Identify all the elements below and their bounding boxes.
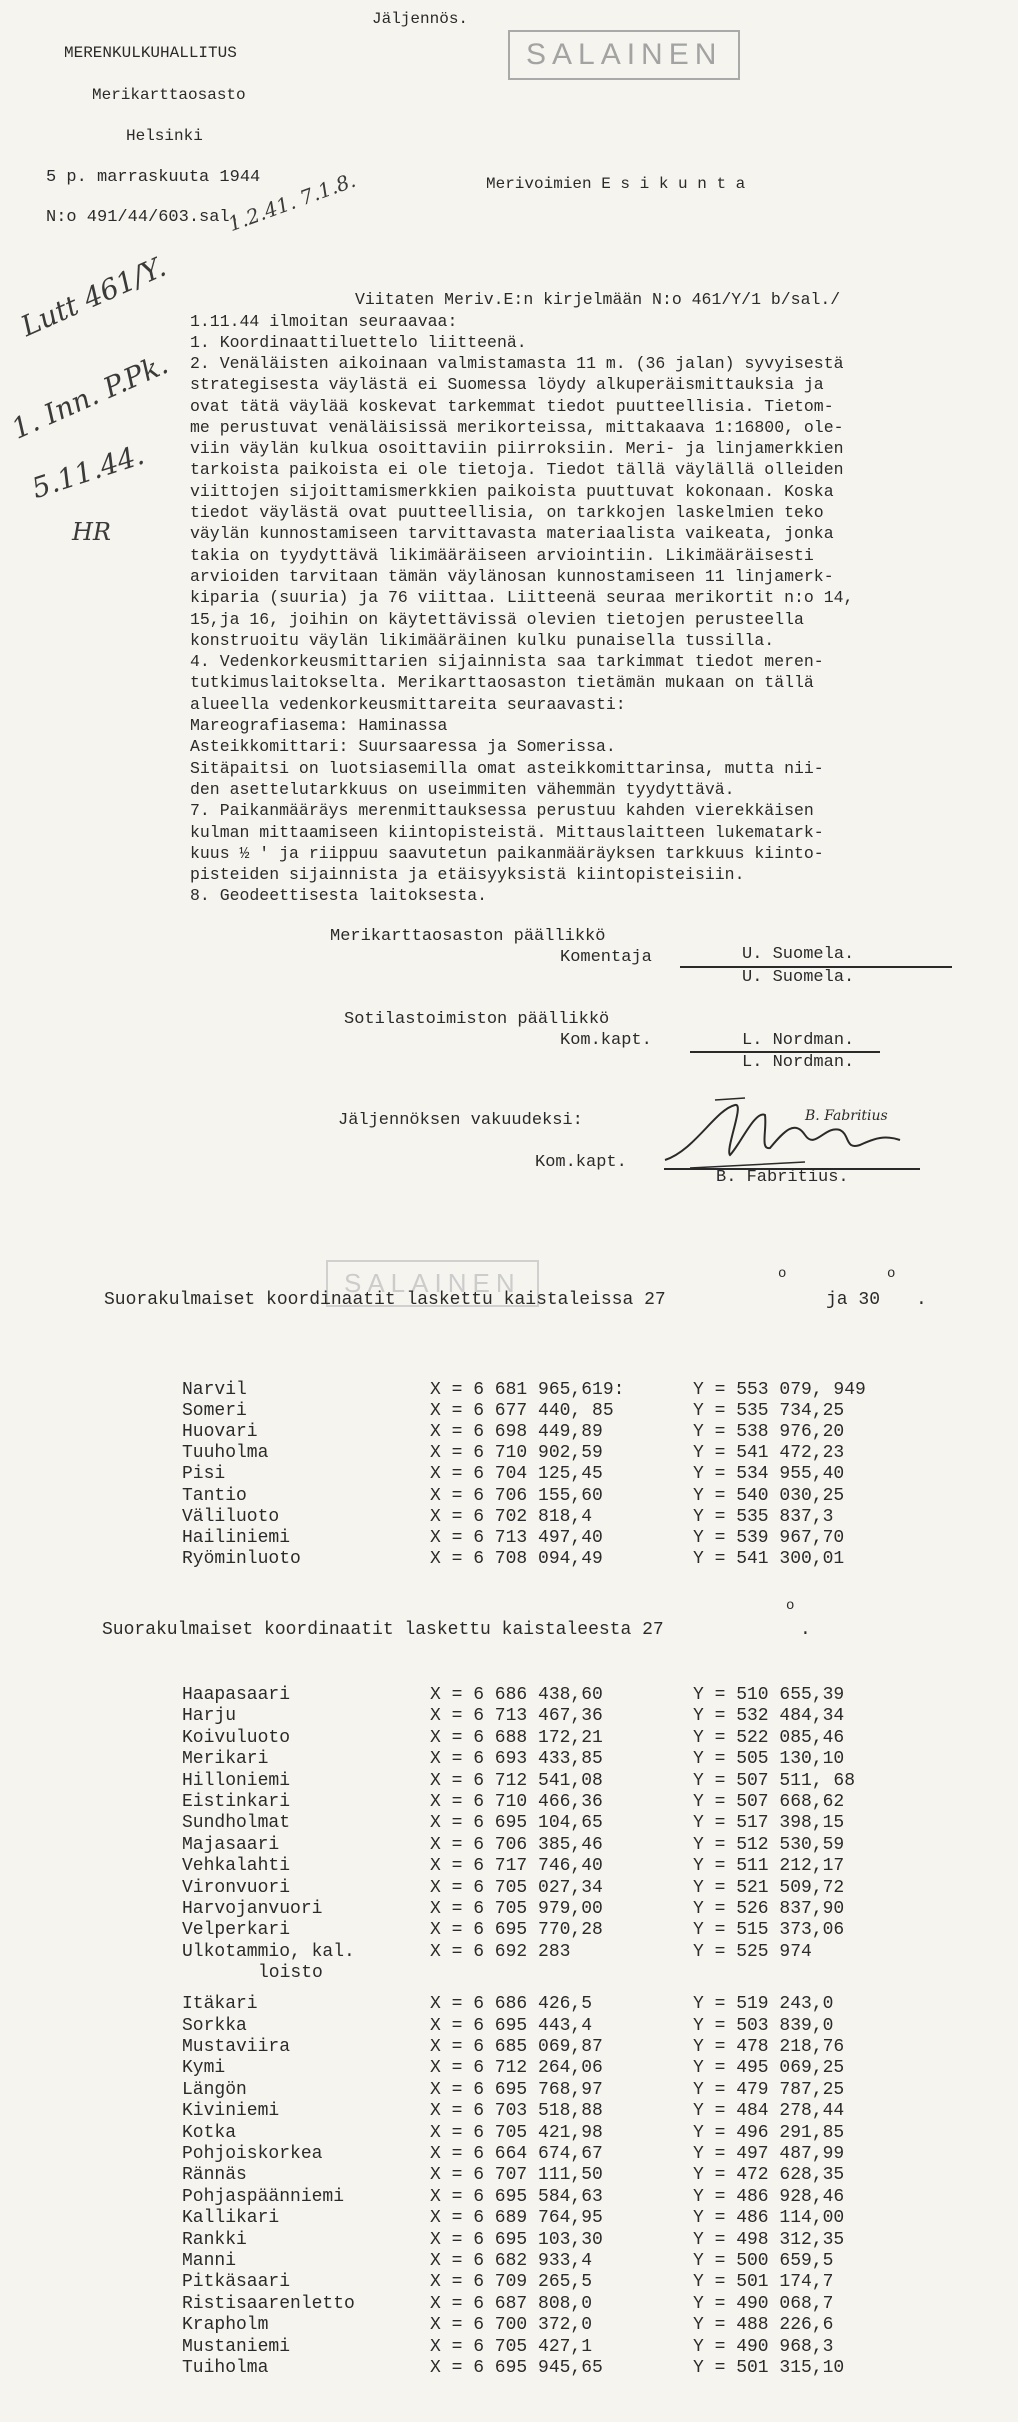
table-row — [0, 2358, 1018, 2380]
body-line: konstruoitu väylän likimääräinen kulku punaisella tussilla. — [190, 630, 775, 650]
table-row — [0, 1486, 1018, 1508]
body-line: 1. Koordinaattiluettelo liitteenä. — [190, 332, 527, 352]
table-row — [0, 1994, 1018, 2016]
body-line: 7. Paikanmääräys merenmittauksessa perustuu kahden vierekkäisen — [190, 801, 814, 821]
x-coordinate: X = 6 685 069,87 — [430, 2037, 603, 2057]
table-row — [0, 2230, 1018, 2252]
x-coordinate: X = 6 664 674,67 — [430, 2144, 603, 2164]
table-row — [0, 2144, 1018, 2166]
section1-title: Suorakulmaiset koordinaatit laskettu kaistaleissa 27 — [104, 1290, 666, 1310]
table-row — [0, 2251, 1018, 2273]
body-line: Sitäpaitsi on luotsiasemilla omat asteikkomittarinsa, mutta nii- — [190, 758, 824, 778]
y-coordinate: Y = 521 509,72 — [693, 1877, 845, 1898]
y-coordinate: Y = 515 373,06 — [693, 1920, 845, 1941]
y-coordinate: Y = 501 174,7 — [693, 2272, 834, 2293]
y-coordinate: Y = 526 837,90 — [693, 1899, 845, 1919]
place-name-continued: loisto — [258, 1962, 323, 1983]
place-name: Eistinkari — [182, 1792, 291, 1812]
y-coordinate: Y = 495 069,25 — [693, 2058, 845, 2079]
x-coordinate: X = 6 705 027,34 — [430, 1877, 603, 1898]
x-coordinate: X = 6 695 770,28 — [430, 1920, 603, 1941]
place-name: Koivuluoto — [182, 1727, 291, 1748]
place-name: Manni — [182, 2251, 237, 2271]
body-line: me perustuvat venäläisissä merikorteissa, mittakaava 1:16800, ole- — [190, 417, 844, 437]
place-name: Someri — [182, 1401, 247, 1422]
table-row — [0, 1443, 1018, 1465]
place-name: Vehkalahti — [182, 1856, 291, 1877]
x-coordinate: X = 6 713 497,40 — [430, 1527, 603, 1548]
x-coordinate: X = 6 692 283 — [430, 1941, 571, 1962]
table-row — [0, 2165, 1018, 2187]
y-coordinate: Y = 486 928,46 — [693, 2186, 845, 2207]
y-coordinate: Y = 538 976,20 — [693, 1422, 845, 1443]
table-row — [0, 1899, 1018, 1921]
table-row — [0, 1942, 1018, 1964]
place-name: Merikari — [182, 1749, 269, 1770]
place-name: Ristisaarenletto — [182, 2293, 355, 2314]
table-row — [0, 2187, 1018, 2209]
x-coordinate: X = 6 706 155,60 — [430, 1485, 603, 1506]
degree-mark: o — [887, 1266, 896, 1282]
y-coordinate: Y = 472 628,35 — [693, 2165, 845, 2186]
table-row — [0, 1685, 1018, 1707]
place-name: Tantio — [182, 1485, 247, 1506]
place-name: Längön — [182, 2079, 247, 2100]
y-coordinate: Y = 532 484,34 — [693, 1706, 845, 1727]
place-name: Ryöminluoto — [182, 1548, 301, 1569]
x-coordinate: X = 6 695 945,65 — [430, 2358, 603, 2378]
x-coordinate: X = 6 705 421,98 — [430, 2122, 603, 2143]
body-line: 4. Vedenkorkeusmittarien sijainnista saa tarkimmat tiedot meren- — [190, 652, 824, 672]
certification-typed-name: B. Fabritius. — [716, 1168, 849, 1187]
section1-title-end: . — [916, 1290, 927, 1310]
handwritten-note-3: 1. Inn. P.Pk. — [6, 347, 173, 446]
x-coordinate: X = 6 677 440, 85 — [430, 1401, 614, 1422]
place-name: Rännäs — [182, 2165, 247, 2186]
y-coordinate: Y = 540 030,25 — [693, 1485, 845, 1506]
table-row — [0, 1878, 1018, 1900]
y-coordinate: Y = 490 968,3 — [693, 2336, 834, 2357]
place-name: Kiviniemi — [182, 2101, 280, 2122]
x-coordinate: X = 6 695 104,65 — [430, 1813, 603, 1834]
y-coordinate: Y = 541 300,01 — [693, 1548, 845, 1569]
y-coordinate: Y = 497 487,99 — [693, 2144, 845, 2164]
place-name: Tuiholma — [182, 2358, 269, 2378]
table-row — [0, 2123, 1018, 2145]
y-coordinate: Y = 505 130,10 — [693, 1749, 845, 1770]
table-row — [0, 1771, 1018, 1793]
section1-title-ja: ja 30 — [826, 1290, 881, 1310]
table-row — [0, 1749, 1018, 1771]
place-name: Hilloniemi — [182, 1770, 291, 1791]
x-coordinate: X = 6 695 443,4 — [430, 2015, 593, 2036]
table-row — [0, 2037, 1018, 2059]
section2-title: Suorakulmaiset koordinaatit laskettu kaistaleesta 27 — [102, 1620, 664, 1640]
x-coordinate: X = 6 704 125,45 — [430, 1464, 603, 1485]
chief2-rank: Kom.kapt. — [560, 1031, 652, 1050]
x-coordinate: X = 6 688 172,21 — [430, 1727, 603, 1748]
place-name: Kotka — [182, 2122, 237, 2143]
table-row — [0, 1401, 1018, 1423]
table-row — [0, 2315, 1018, 2337]
place-name: Pohjaspäänniemi — [182, 2186, 345, 2207]
body-line: Asteikkomittari: Suursaaressa ja Somerissa. — [190, 737, 616, 757]
x-coordinate: X = 6 693 433,85 — [430, 1749, 603, 1770]
x-coordinate: X = 6 695 103,30 — [430, 2229, 603, 2250]
place-name: Pitkäsaari — [182, 2272, 291, 2293]
body-line: tutkimuslaitokselta. Merikarttaosaston tietämän mukaan on tällä — [190, 673, 814, 693]
x-coordinate: X = 6 712 541,08 — [430, 1770, 603, 1791]
chief2-title: Sotilastoimiston päällikkö — [344, 1010, 610, 1029]
x-coordinate: X = 6 695 584,63 — [430, 2186, 603, 2207]
reference-number: N:o 491/44/603.sal. — [46, 208, 240, 227]
y-coordinate: Y = 507 668,62 — [693, 1792, 845, 1812]
place-name: Pisi — [182, 1464, 226, 1485]
y-coordinate: Y = 553 079, 949 — [693, 1380, 866, 1400]
y-coordinate: Y = 510 655,39 — [693, 1685, 845, 1705]
y-coordinate: Y = 500 659,5 — [693, 2251, 834, 2271]
table-row — [0, 2337, 1018, 2359]
x-coordinate: X = 6 703 518,88 — [430, 2101, 603, 2122]
table-row — [0, 1464, 1018, 1486]
y-coordinate: Y = 519 243,0 — [693, 1994, 834, 2015]
body-line: takia on tyydyttävä likimääräiseen arviointiin. Likimääräisesti — [190, 545, 814, 565]
body-line: 2. Venäläisten aikoinaan valmistamasta 11 m. (36 jalan) syvyisestä — [190, 353, 844, 373]
y-coordinate: Y = 541 472,23 — [693, 1443, 845, 1464]
place-name: Krapholm — [182, 2315, 269, 2336]
body-line: 8. Geodeettisesta laitoksesta. — [190, 886, 488, 906]
handwritten-note-2: 1.2.41. 7.1.8. — [224, 167, 359, 237]
certification-rank: Kom.kapt. — [535, 1153, 627, 1172]
place-name: Hailiniemi — [182, 1527, 291, 1548]
copy-label: Jäljennös. — [372, 10, 469, 28]
place-name: Pohjoiskorkea — [182, 2144, 323, 2164]
y-coordinate: Y = 490 068,7 — [693, 2293, 834, 2314]
x-coordinate: X = 6 689 764,95 — [430, 2208, 603, 2229]
table-row — [0, 2208, 1018, 2230]
chief1-rank: Komentaja — [560, 948, 652, 967]
y-coordinate: Y = 498 312,35 — [693, 2229, 845, 2250]
y-coordinate: Y = 486 114,00 — [693, 2208, 845, 2229]
chief2-signature: L. Nordman. — [742, 1031, 855, 1050]
table-row — [0, 2058, 1018, 2080]
table-row — [0, 1422, 1018, 1444]
table-row — [0, 1728, 1018, 1750]
x-coordinate: X = 6 710 466,36 — [430, 1792, 603, 1812]
place-name: Itäkari — [182, 1994, 258, 2015]
x-coordinate: X = 6 682 933,4 — [430, 2251, 593, 2271]
x-coordinate: X = 6 686 438,60 — [430, 1685, 603, 1705]
body-line: kiparia (suuria) ja 76 viittaa. Liitteenä seuraa merikortit n:o 14, — [190, 588, 854, 608]
chief1-title: Merikarttaosaston päällikkö — [330, 927, 606, 946]
y-coordinate: Y = 511 212,17 — [693, 1856, 845, 1877]
chief2-typed-name: L. Nordman. — [742, 1053, 855, 1072]
x-coordinate: X = 6 710 902,59 — [430, 1443, 603, 1464]
body-line: arvioiden tarvitaan tämän väylänosan kunnostamiseen 11 linjamerk- — [190, 566, 834, 586]
place-name: Rankki — [182, 2229, 247, 2250]
y-coordinate: Y = 496 291,85 — [693, 2122, 845, 2143]
body-line: ovat tätä väylää koskevat tarkemmat tiedot puutteellisia. Tietom- — [190, 396, 834, 416]
y-coordinate: Y = 535 837,3 — [693, 1506, 834, 1527]
x-coordinate: X = 6 705 427,1 — [430, 2336, 593, 2357]
table-row — [0, 1528, 1018, 1550]
place-name: Huovari — [182, 1422, 258, 1443]
faded-secret-stamp: SALAINEN — [326, 1260, 539, 1307]
y-coordinate: Y = 539 967,70 — [693, 1527, 845, 1548]
y-coordinate: Y = 488 226,6 — [693, 2315, 834, 2336]
x-coordinate: X = 6 707 111,50 — [430, 2165, 603, 2186]
x-coordinate: X = 6 713 467,36 — [430, 1706, 603, 1727]
org-name: MERENKULKUHALLITUS — [64, 44, 237, 62]
place-name: Harju — [182, 1706, 237, 1727]
table-row — [0, 1706, 1018, 1728]
table-row — [0, 1813, 1018, 1835]
x-coordinate: X = 6 708 094,49 — [430, 1548, 603, 1569]
table-row — [0, 1380, 1018, 1402]
body-line: viittojen sijoittamismerkkien paikoista puuttuvat kokonaan. Koska — [190, 481, 834, 501]
section2-title-end: . — [800, 1620, 811, 1640]
table-row — [0, 1835, 1018, 1857]
body-line: 15,ja 16, joihin on käytettävissä olevien tietojen perusteella — [190, 609, 804, 629]
place-name: Kallikari — [182, 2208, 280, 2229]
body-line: tarkoista paikoista ei ole tietoja. Tiedot tällä väylällä olleiden — [190, 460, 844, 480]
x-coordinate: X = 6 717 746,40 — [430, 1856, 603, 1877]
y-coordinate: Y = 534 955,40 — [693, 1464, 845, 1485]
body-line: strategisesta väylästä ei Suomessa löydy alkuperäismittauksia ja — [190, 375, 824, 395]
table-row — [0, 2294, 1018, 2316]
table-row — [0, 2101, 1018, 2123]
place-name: Haapasaari — [182, 1685, 291, 1705]
place-name: Sundholmat — [182, 1813, 291, 1834]
y-coordinate: Y = 522 085,46 — [693, 1727, 845, 1748]
recipient: Merivoimien E s i k u n t a — [486, 175, 746, 193]
letter-date: 5 p. marraskuuta 1944 — [46, 168, 261, 187]
city: Helsinki — [126, 127, 203, 145]
place-name: Mustaviira — [182, 2037, 291, 2057]
body-line: pisteiden sijainnista ja etäisyyksistä kiintopisteisiin. — [190, 865, 745, 885]
place-name: Kymi — [182, 2058, 226, 2079]
body-line: Mareografiasema: Haminassa — [190, 716, 448, 735]
body-line: väylän kunnostamiseen tarvittavasta materiaalista vaikeata, jonka — [190, 524, 834, 544]
x-coordinate: X = 6 686 426,5 — [430, 1994, 593, 2015]
x-coordinate: X = 6 702 818,4 — [430, 1506, 593, 1527]
place-name: Väliluoto — [182, 1506, 280, 1527]
x-coordinate: X = 6 698 449,89 — [430, 1422, 603, 1443]
x-coordinate: X = 6 709 265,5 — [430, 2272, 593, 2293]
table-row — [0, 1856, 1018, 1878]
body-line: alueella vedenkorkeusmittareita seuraavasti: — [190, 694, 626, 714]
table-row — [0, 2272, 1018, 2294]
y-coordinate: Y = 535 734,25 — [693, 1401, 845, 1422]
chief1-typed-name: U. Suomela. — [742, 968, 855, 987]
y-coordinate: Y = 512 530,59 — [693, 1834, 845, 1855]
y-coordinate: Y = 525 974 — [693, 1941, 812, 1962]
table-row — [0, 1792, 1018, 1814]
place-name: Ulkotammio, kal. — [182, 1941, 355, 1962]
table-row — [0, 2080, 1018, 2102]
place-name: Tuuholma — [182, 1443, 269, 1464]
secret-stamp: SALAINEN — [508, 30, 740, 80]
body-line: tiedot väylästä ovat puutteellisia, on tarkkojen laskelmien teko — [190, 503, 824, 522]
table-row — [0, 2016, 1018, 2038]
x-coordinate: X = 6 706 385,46 — [430, 1834, 603, 1855]
body-line: den asettelutarkkuus on useimmiten vähemmän tyydyttävä. — [190, 779, 735, 799]
org-department: Merikarttaosasto — [92, 86, 246, 104]
y-coordinate: Y = 478 218,76 — [693, 2037, 845, 2057]
body-line: Viitaten Meriv.E:n kirjelmään N:o 461/Y/1 b/sal./ — [355, 290, 841, 309]
table-row — [0, 1920, 1018, 1942]
table-row — [0, 1549, 1018, 1571]
y-coordinate: Y = 507 511, 68 — [693, 1770, 856, 1791]
body-line: kuus ½ ' ja riippuu saavutetun paikanmääräyksen tarkkuus kiinto- — [190, 843, 824, 863]
signature-text: B. Fabritius — [805, 1108, 888, 1124]
handwritten-note-1: Lutt 461/Y. — [15, 249, 171, 344]
x-coordinate: X = 6 687 808,0 — [430, 2293, 593, 2314]
body-line: 1.11.44 ilmoitan seuraavaa: — [190, 312, 458, 331]
place-name: Majasaari — [182, 1834, 280, 1855]
handwritten-note-4: 5.11.44. — [27, 437, 149, 506]
degree-mark: o — [778, 1266, 787, 1282]
y-coordinate: Y = 503 839,0 — [693, 2015, 834, 2036]
table-row — [0, 1507, 1018, 1529]
place-name: Narvil — [182, 1380, 247, 1400]
handwritten-initials: HR — [72, 518, 111, 546]
x-coordinate: X = 6 695 768,97 — [430, 2079, 603, 2100]
place-name: Velperkari — [182, 1920, 291, 1941]
place-name: Harvojanvuori — [182, 1899, 323, 1919]
y-coordinate: Y = 484 278,44 — [693, 2101, 845, 2122]
place-name: Sorkka — [182, 2015, 247, 2036]
handwritten-signature — [655, 1090, 915, 1180]
x-coordinate: X = 6 705 979,00 — [430, 1899, 603, 1919]
place-name: Mustaniemi — [182, 2336, 291, 2357]
place-name: Vironvuori — [182, 1877, 291, 1898]
y-coordinate: Y = 501 315,10 — [693, 2358, 845, 2378]
chief1-signature: U. Suomela. — [742, 945, 855, 964]
y-coordinate: Y = 479 787,25 — [693, 2079, 845, 2100]
degree-mark: o — [786, 1598, 795, 1614]
x-coordinate: X = 6 712 264,06 — [430, 2058, 603, 2079]
x-coordinate: X = 6 700 372,0 — [430, 2315, 593, 2336]
x-coordinate: X = 6 681 965,619: — [430, 1380, 625, 1400]
certification-label: Jäljennöksen vakuudeksi: — [338, 1111, 583, 1130]
body-line: kulman mittaamiseen kiintopisteistä. Mittauslaitteen lukematark- — [190, 822, 824, 842]
body-line: viin väylän kulkua osoittaviin piirroksiin. Meri- ja linjamerkkien — [190, 439, 844, 459]
y-coordinate: Y = 517 398,15 — [693, 1813, 845, 1834]
